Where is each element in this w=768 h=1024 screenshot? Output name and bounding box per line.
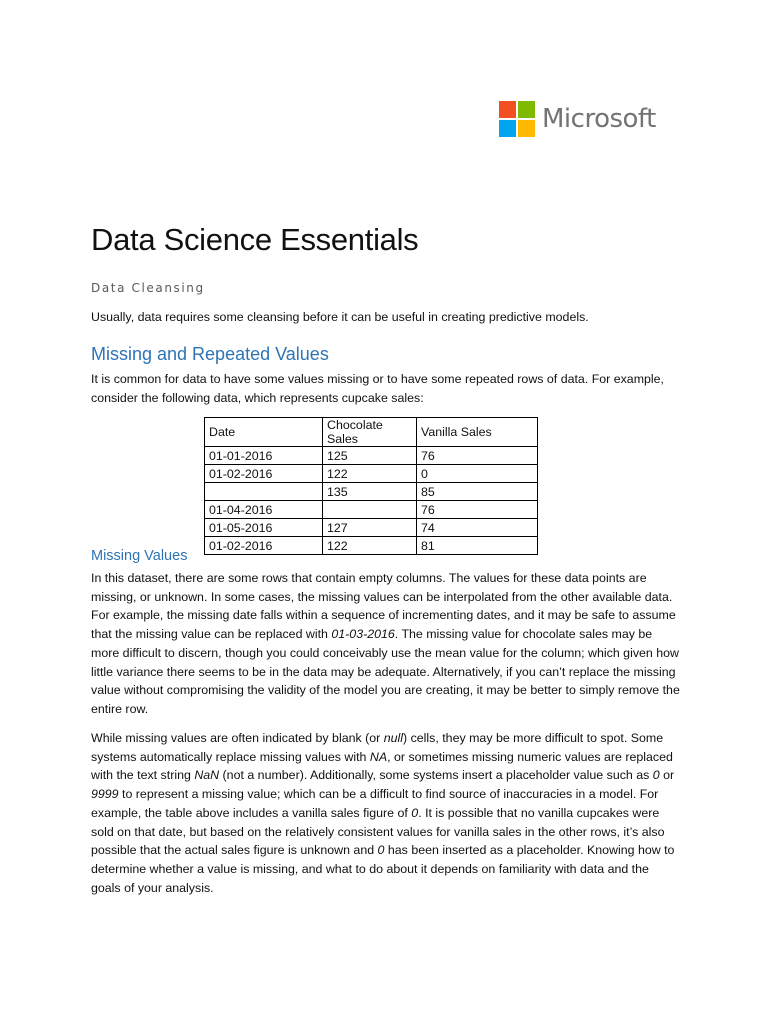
table-row	[205, 519, 538, 537]
date-example: 01-03-2016	[331, 627, 395, 642]
text-run: In this dataset, there are some rows that contain empty columns. The values for these data points are missing, or unknown. In some cases, the missing values can be interpolated from the other available data. For example, the missing date falls within a sequence of incrementing dates, and it may be safe to assume that the missing value can be replaced with	[91, 571, 676, 642]
table-row	[205, 501, 538, 519]
section-heading: Missing and Repeated Values	[91, 344, 329, 364]
text-run: to represent a missing value; which can be a difficult to find source of inaccuracies in a model. For example, the table above includes a vanilla sales figure of	[91, 787, 659, 820]
zero-term: 0	[377, 843, 385, 858]
table-cell: 122	[323, 537, 417, 555]
table-cell	[205, 483, 323, 501]
nines-term: 9999	[91, 787, 119, 802]
table-cell	[323, 501, 417, 519]
text-run: . It is possible that no vanilla cupcakes were sold on that date, but based on the relatively consistent values for vanilla sales in the other rows, it’s also possible that the actual sales figure is unknown and	[91, 805, 665, 858]
table-cell: 135	[323, 483, 417, 501]
text-run: . The missing value for chocolate sales may be more difficult to discern, though you could conceivably use the mean value for the column; which given how little variance there seems to be in the data may be adequate. Alternatively, if you can’t replace the missing value without compromising the validity of the model you are creating, it may be better to simply remove the entire row.	[91, 627, 680, 716]
missing-values-paragraph-2	[91, 729, 681, 897]
table-cell: 85	[417, 483, 538, 501]
document-title: Data Science Essentials	[91, 222, 419, 257]
logo-square-yellow	[518, 120, 535, 137]
table-cell: 0	[417, 465, 538, 483]
text-run: While missing values are often indicated by blank (or	[91, 731, 384, 745]
text-run: (not a number). Additionally, some systems insert a placeholder value such as	[219, 768, 653, 783]
microsoft-logo	[499, 101, 656, 137]
zero-term: 0	[411, 805, 419, 820]
table-header-vanilla: Vanilla Sales	[417, 418, 538, 447]
table-cell: 127	[323, 519, 417, 537]
table-cell: 76	[417, 447, 538, 465]
table-cell: 125	[323, 447, 417, 465]
na-term: NA	[369, 749, 388, 764]
table-row	[205, 465, 538, 483]
table-cell: 01-01-2016	[205, 447, 323, 465]
logo-square-green	[518, 101, 535, 118]
brand-name: Microsoft	[542, 104, 656, 134]
missing-values-paragraph-1	[91, 569, 681, 719]
table-cell: 76	[417, 501, 538, 519]
text-run: ) cells, they may be more difficult to spot. Some systems automatically replace missing values with	[91, 731, 664, 764]
table-header-date: Date	[205, 418, 323, 447]
table-row	[205, 447, 538, 465]
cupcake-sales-table	[204, 417, 538, 555]
table-row	[205, 537, 538, 555]
document-subtitle: Data Cleansing	[91, 281, 205, 295]
table-cell: 01-02-2016	[205, 537, 323, 555]
text-run: , or sometimes missing numeric values are replaced with the text string	[91, 749, 673, 783]
table-header-chocolate: Chocolate Sales	[323, 418, 417, 447]
nan-term: NaN	[194, 768, 220, 783]
table-cell: 01-05-2016	[205, 519, 323, 537]
table-cell: 01-04-2016	[205, 501, 323, 519]
null-term: null	[383, 731, 403, 745]
table-row	[205, 483, 538, 501]
zero-term: 0	[652, 768, 660, 783]
microsoft-logo-icon	[499, 101, 535, 137]
logo-square-red	[499, 101, 516, 118]
table-cell: 01-02-2016	[205, 465, 323, 483]
table-cell: 81	[417, 537, 538, 555]
intro-paragraph: Usually, data requires some cleansing before it can be useful in creating predictive models.	[91, 310, 589, 324]
table-header-row	[205, 418, 538, 447]
text-run: or	[659, 768, 675, 783]
text-run: has been inserted as a placeholder. Knowing how to determine whether a value is missing, and what to do about it depends on familiarity with data and the goals of your analysis.	[91, 843, 675, 895]
table-cell: 122	[323, 465, 417, 483]
table-cell: 74	[417, 519, 538, 537]
subsection-heading: Missing Values	[91, 548, 188, 564]
section-paragraph: It is common for data to have some values missing or to have some repeated rows of data. For example, consider the following data, which represents cupcake sales:	[91, 372, 664, 405]
logo-square-blue	[499, 120, 516, 137]
